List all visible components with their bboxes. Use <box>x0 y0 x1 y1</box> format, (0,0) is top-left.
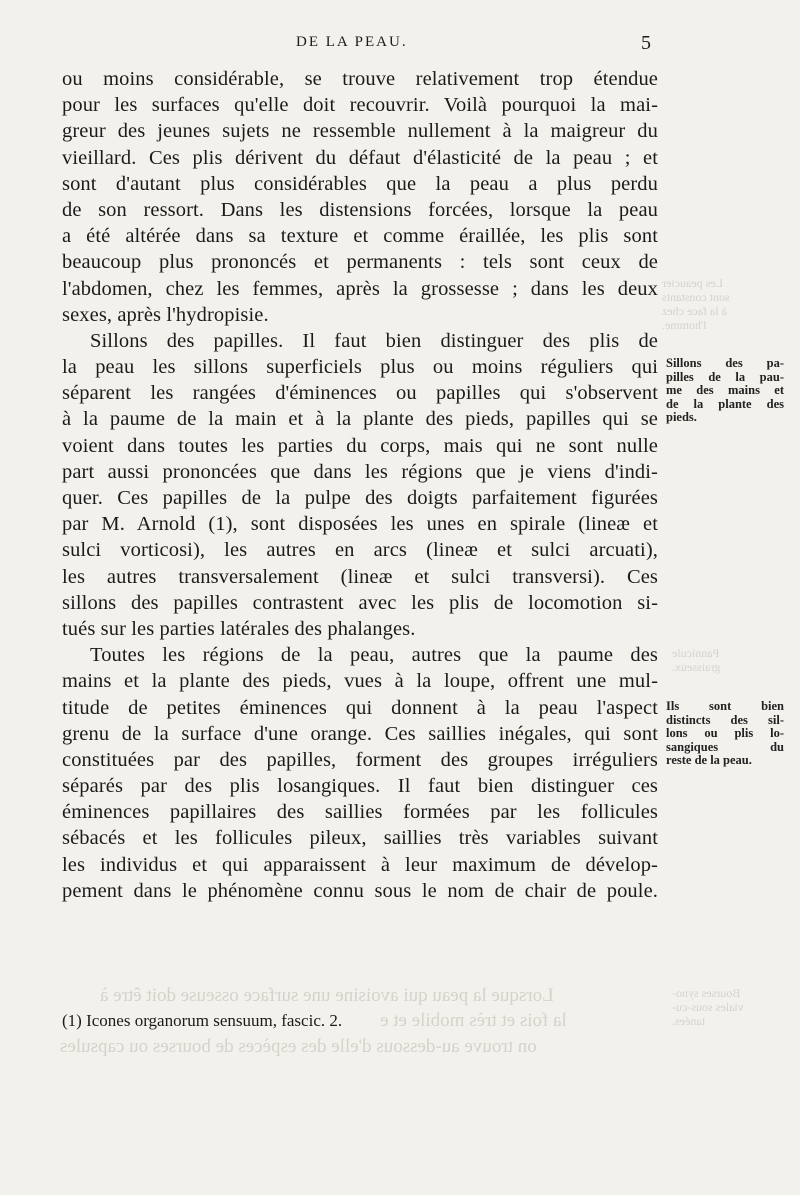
text-line: séparés par des plis losangiques. Il faut bien distinguer ces <box>62 775 658 798</box>
margin-note-line: lons ou plis lo- <box>666 726 784 740</box>
bleed-through-line: sont constants <box>662 290 730 304</box>
text-line: pement dans le phénomène connu sous le nom de chair de poule. <box>62 879 658 902</box>
text-line: quer. Ces papilles de la pulpe des doigts parfaitement figurées <box>62 487 658 509</box>
text-line: la peau les sillons superficiels plus ou moins réguliers qui <box>62 356 658 379</box>
text-line: éminences papillaires des saillies formées par les follicules <box>62 801 658 824</box>
text-line: a été altérée dans sa texture et comme éraillée, les plis sont <box>62 225 658 248</box>
margin-note-line: pilles de la pau- <box>666 369 784 384</box>
margin-note-line: me des mains et <box>666 383 784 397</box>
bleed-through-line: l'homme. <box>662 318 707 332</box>
text-line: sulci vorticosi), les autres en arcs (lineæ et sulci arcuati), <box>62 539 658 562</box>
margin-note-line: Sillons des pa- <box>666 356 784 370</box>
bleed-through-line: tanées. <box>672 1014 705 1028</box>
margin-note-line: pieds. <box>666 410 697 424</box>
text-line: sont d'autant plus considérables que la peau a plus perdu <box>62 172 658 195</box>
running-head <box>0 34 800 58</box>
bleed-through-line: Les peaucier <box>662 276 723 290</box>
section-heading-line: Sillons des papilles. Il faut bien distinguer des plis de <box>90 329 658 352</box>
text-line: vieillard. Ces plis dérivent du défaut d'élasticité de la peau ; et <box>62 146 658 169</box>
bleed-through-line: graisseux. <box>672 660 721 674</box>
bleed-through-line: la fois et très mobile et e <box>380 1010 567 1031</box>
bleed-through-line: Pannicule <box>672 646 720 660</box>
text-line: par M. Arnold (1), sont disposées les unes en spirale (lineæ et <box>62 513 658 536</box>
margin-note-papilles <box>666 357 784 425</box>
footnote: (1) Icones organorum sensuum, fascic. 2. <box>62 1011 343 1030</box>
bleed-through-line: on trouve au-dessous d'elle des espèces de bourses ou capsules <box>60 1036 537 1057</box>
text-line: les autres transversalement (lineæ et sulci transversi). Ces <box>62 565 658 588</box>
text-line: constituées par des papilles, forment des groupes irréguliers <box>62 748 658 771</box>
text-line: sébacés et les follicules pileux, saillies très variables suivant <box>62 827 658 850</box>
text-line: de son ressort. Dans les distensions forcées, lorsque la peau <box>62 198 658 221</box>
text-line: titude de petites éminences qui donnent à la peau l'aspect <box>62 696 658 719</box>
text-line: sexes, après l'hydropisie. <box>62 303 269 326</box>
margin-note-line: sangiques du <box>666 739 784 754</box>
page-number: 5 <box>641 32 651 54</box>
text-line: mains et la plante des pieds, vues à la loupe, offrent une mul- <box>62 670 658 693</box>
text-line: les individus et qui apparaissent à leur maximum de dévelop- <box>62 853 658 876</box>
text-line: pour les surfaces qu'elle doit recouvrir. Voilà pourquoi la mai- <box>62 94 658 117</box>
text-line: tués sur les parties latérales des phalanges. <box>62 617 416 640</box>
text-line: ou moins considérable, se trouve relativement trop étendue <box>62 68 658 90</box>
text-line: part aussi prononcées que dans les régions que je viens d'indi- <box>62 460 658 483</box>
text-line: à la paume de la main et à la plante des pieds, papilles qui se <box>62 408 658 431</box>
margin-note-line: reste de la peau. <box>666 753 752 767</box>
margin-note-distinct <box>666 700 784 768</box>
text-line: beaucoup plus prononcés et permanents : tels sont ceux de <box>62 251 658 274</box>
margin-note-line: Ils sont bien <box>666 699 784 713</box>
running-title: DE LA PEAU. <box>296 34 408 50</box>
margin-note-line: distincts des sil- <box>666 712 784 727</box>
text-line: grenu de la surface d'une orange. Ces saillies inégales, qui sont <box>62 722 658 745</box>
text-line: Toutes les régions de la peau, autres que la paume des <box>90 644 658 667</box>
text-line: séparent les rangées d'éminences ou papilles qui s'observent <box>62 382 658 405</box>
body-text <box>62 66 658 904</box>
text-line: sillons des papilles contrastent avec les plis de locomotion si- <box>62 591 658 614</box>
bleed-through-line: Bourses syno- <box>672 986 741 1000</box>
text-line: l'abdomen, chez les femmes, après la grossesse ; dans les deux <box>62 277 658 300</box>
bleed-through-line: à la face chez <box>662 304 727 318</box>
margin-note-line: de la plante des <box>666 396 784 411</box>
text-line: voient dans toutes les parties du corps, mais qui ne sont nulle <box>62 434 658 457</box>
bleed-through-line: Lorsque la peau qui avoisine une surface osseuse doit être à <box>100 985 554 1006</box>
bleed-through-line: viales sous-cu- <box>672 1000 744 1014</box>
text-line: greur des jeunes sujets ne ressemble nullement à la maigreur du <box>62 120 658 143</box>
